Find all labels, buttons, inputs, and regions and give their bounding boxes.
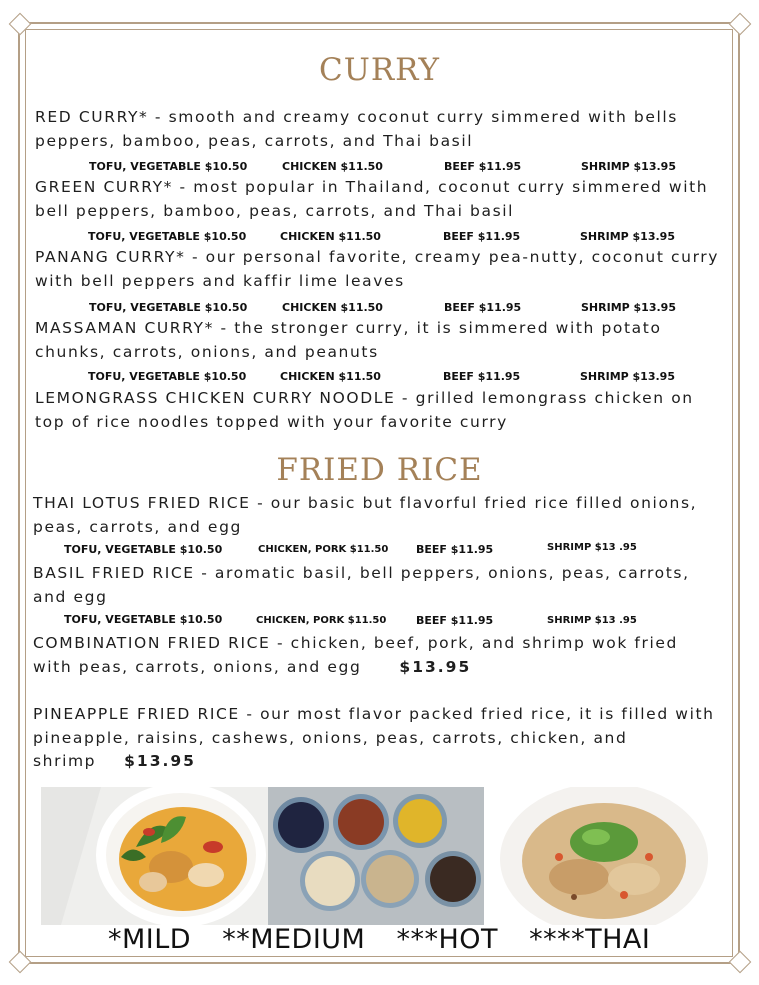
item-name: COMBINATION FRIED RICE <box>33 634 271 652</box>
legend-medium: **MEDIUM <box>222 924 366 955</box>
item-description: - our basic but flavorful fried rice filled onions, peas, carrots, and egg <box>33 494 698 536</box>
item-name: PANANG CURRY* <box>35 248 186 266</box>
price-chicken: CHICKEN $11.50 <box>282 301 383 314</box>
price-chicken-pork: CHICKEN, PORK $11.50 <box>256 615 387 626</box>
legend-mild: *MILD <box>108 924 192 955</box>
item-description: - our personal favorite, creamy pea-nutty, coconut curry with bell peppers and kaffir lime leaves <box>35 248 720 290</box>
price-tofu-vegetable: TOFU, VEGETABLE $10.50 <box>89 160 248 173</box>
menu-item-green-curry <box>35 176 725 223</box>
menu-item-combination-fried-rice <box>33 632 723 679</box>
price-shrimp: SHRIMP $13.95 <box>580 370 675 383</box>
price-beef: BEEF $11.95 <box>416 614 494 627</box>
item-name: GREEN CURRY* <box>35 178 174 196</box>
item-price: $13.95 <box>399 657 472 676</box>
menu-item-thai-lotus-fried-rice <box>33 492 723 539</box>
price-beef: BEEF $11.95 <box>444 160 522 173</box>
menu-item-red-curry <box>35 106 725 153</box>
price-chicken: CHICKEN $11.50 <box>282 160 383 173</box>
item-description: - our most flavor packed fried rice, it is filled with pineapple, raisins, cashews, onions, peas, carrots, chicken, and shrimp <box>33 705 715 770</box>
item-description: - the stronger curry, it is simmered with potato chunks, carrots, onions, and peanuts <box>35 319 662 361</box>
price-tofu-vegetable: TOFU, VEGETABLE $10.50 <box>88 230 247 243</box>
legend-hot: ***HOT <box>396 924 499 955</box>
item-name: RED CURRY* <box>35 108 149 126</box>
price-chicken-pork: CHICKEN, PORK $11.50 <box>258 544 389 555</box>
item-name: LEMONGRASS CHICKEN CURRY NOODLE <box>35 389 396 407</box>
item-description: - chicken, beef, pork, and shrimp wok fried with peas, carrots, onions, and egg <box>33 634 678 676</box>
photo-spice-bowls <box>268 787 484 925</box>
item-description: - aromatic basil, bell peppers, onions, peas, carrots, and egg <box>33 564 690 606</box>
price-beef: BEEF $11.95 <box>444 301 522 314</box>
legend-thai: ****THAI <box>529 924 651 955</box>
item-name: BASIL FRIED RICE <box>33 564 195 582</box>
menu-item-pineapple-fried-rice <box>33 703 733 774</box>
item-price: $13.95 <box>124 752 196 770</box>
menu-item-lemongrass-curry-noodle <box>35 387 725 434</box>
price-beef: BEEF $11.95 <box>443 230 521 243</box>
menu-item-basil-fried-rice <box>33 562 723 609</box>
menu-item-panang-curry <box>35 246 725 293</box>
price-tofu-vegetable: TOFU, VEGETABLE $10.50 <box>88 370 247 383</box>
photo-fried-rice <box>484 787 713 925</box>
item-name: PINEAPPLE FRIED RICE <box>33 705 240 723</box>
price-shrimp: SHRIMP $13.95 <box>581 160 676 173</box>
price-chicken: CHICKEN $11.50 <box>280 370 381 383</box>
price-tofu-vegetable: TOFU, VEGETABLE $10.50 <box>64 613 223 626</box>
price-shrimp: SHRIMP $13.95 <box>580 230 675 243</box>
price-tofu-vegetable: TOFU, VEGETABLE $10.50 <box>64 543 223 556</box>
photo-curry-bowl <box>41 787 268 925</box>
price-beef: BEEF $11.95 <box>443 370 521 383</box>
item-description: - smooth and creamy coconut curry simmered with bells peppers, bamboo, peas, carrots, and Thai basil <box>35 108 678 150</box>
item-description: - most popular in Thailand, coconut curry simmered with bell peppers, bamboo, peas, carrots, and Thai basil <box>35 178 709 220</box>
item-name: MASSAMAN CURRY* <box>35 319 214 337</box>
section-title-fried-rice: FRIED RICE <box>276 452 483 488</box>
item-description: - grilled lemongrass chicken on top of rice noodles topped with your favorite curry <box>35 389 694 431</box>
spice-level-legend <box>108 924 672 955</box>
price-shrimp: SHRIMP $13 .95 <box>547 542 637 553</box>
price-shrimp: SHRIMP $13.95 <box>581 301 676 314</box>
section-title-curry: CURRY <box>318 52 441 88</box>
price-shrimp: SHRIMP $13 .95 <box>547 615 637 626</box>
price-beef: BEEF $11.95 <box>416 543 494 556</box>
item-name: THAI LOTUS FRIED RICE <box>33 494 251 512</box>
price-tofu-vegetable: TOFU, VEGETABLE $10.50 <box>89 301 248 314</box>
price-chicken: CHICKEN $11.50 <box>280 230 381 243</box>
menu-item-massaman-curry <box>35 317 725 364</box>
